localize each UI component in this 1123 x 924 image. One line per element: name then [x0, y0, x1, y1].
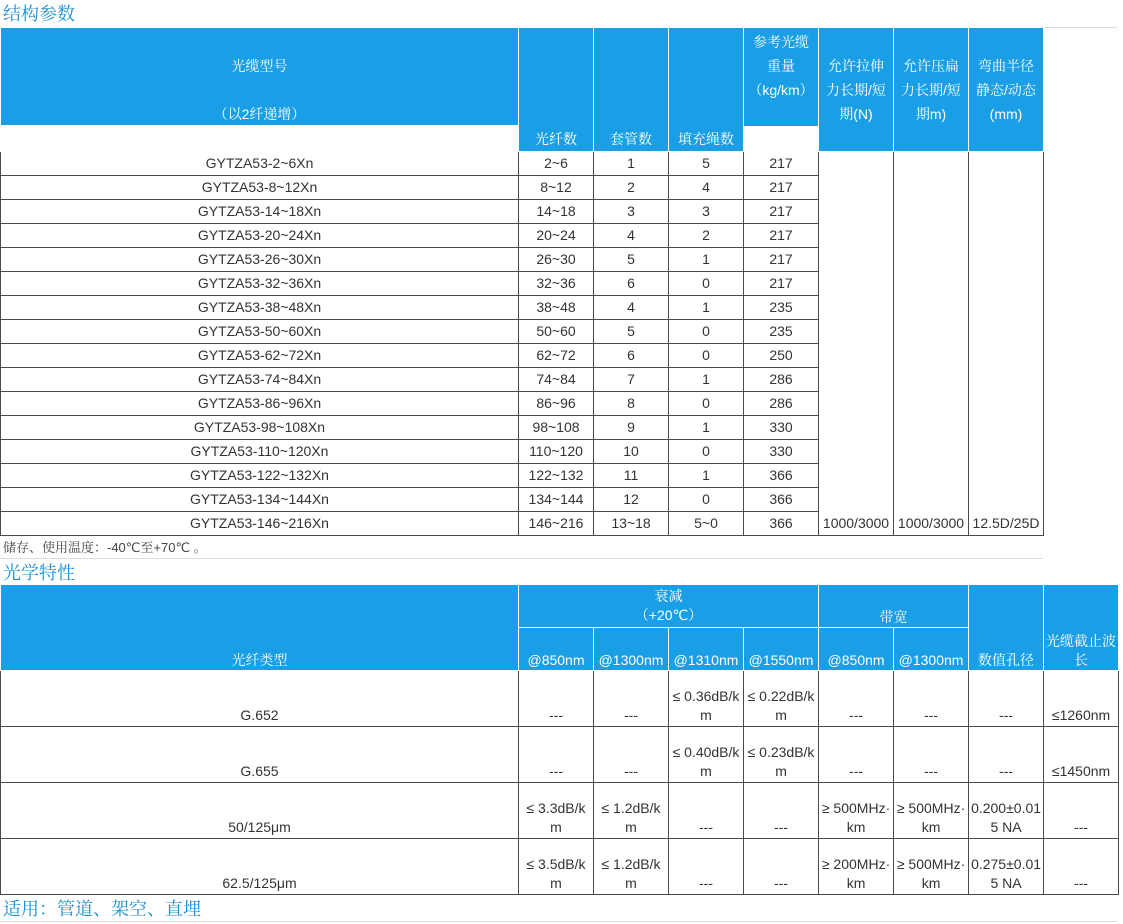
- bw-850-cell: ---: [819, 671, 894, 727]
- fiber-type-cell: G.652: [1, 671, 519, 727]
- tube-count-cell: 6: [594, 344, 669, 368]
- bw-850-cell: ≥ 200MHz·km: [819, 839, 894, 895]
- tube-count-cell: 1: [594, 152, 669, 176]
- cutoff-cell: ≤1260nm: [1044, 671, 1119, 727]
- model-cell: GYTZA53-38~48Xn: [1, 296, 519, 320]
- model-cell: GYTZA53-122~132Xn: [1, 464, 519, 488]
- structure-section-title: 结构参数: [3, 4, 75, 24]
- weight-cell: 217: [744, 248, 819, 272]
- model-header-sub: （以2纤递增）: [213, 106, 306, 122]
- att-1550-header: @1550nm: [744, 628, 819, 671]
- cutoff-header: 光缆截止波长: [1044, 585, 1119, 671]
- bw-1300-cell: ---: [894, 671, 969, 727]
- fiber-count-cell: 14~18: [519, 200, 594, 224]
- att-850-cell: ≤ 3.3dB/km: [519, 783, 594, 839]
- table-row: [1, 839, 1119, 895]
- weight-cell: 330: [744, 416, 819, 440]
- tube-count-cell: 4: [594, 296, 669, 320]
- weight-cell: 366: [744, 464, 819, 488]
- weight-cell: 217: [744, 152, 819, 176]
- filler-count-cell: 0: [669, 488, 744, 512]
- divider: [0, 558, 1043, 559]
- fiber-count-cell: 38~48: [519, 296, 594, 320]
- filler-count-cell: 1: [669, 368, 744, 392]
- att-850-cell: ≤ 3.5dB/km: [519, 839, 594, 895]
- tube-count-cell: 5: [594, 248, 669, 272]
- tube-count-cell: 8: [594, 392, 669, 416]
- att-1550-cell: ≤ 0.23dB/km: [744, 727, 819, 783]
- tensile-header: 允许拉伸力长期/短期(N): [819, 28, 894, 152]
- bw-1300-header: @1300nm: [894, 628, 969, 671]
- bw-1300-cell: ≥ 500MHz·km: [894, 839, 969, 895]
- tube-count-cell: 3: [594, 200, 669, 224]
- storage-note: 储存、使用温度：-40℃至+70℃ 。: [3, 540, 207, 555]
- filler-count-cell: 1: [669, 416, 744, 440]
- filler-count-cell: 0: [669, 440, 744, 464]
- att-1310-cell: ≤ 0.40dB/km: [669, 727, 744, 783]
- att-1550-cell: ≤ 0.22dB/km: [744, 671, 819, 727]
- weight-cell: 235: [744, 320, 819, 344]
- tube-count-cell: 2: [594, 176, 669, 200]
- crush-cell: 1000/3000: [894, 152, 969, 536]
- model-cell: GYTZA53-86~96Xn: [1, 392, 519, 416]
- fiber-count-cell: 146~216: [519, 512, 594, 536]
- att-1310-header: @1310nm: [669, 628, 744, 671]
- filler-count-cell: 2: [669, 224, 744, 248]
- fiber-type-cell: 62.5/125μm: [1, 839, 519, 895]
- weight-cell: 330: [744, 440, 819, 464]
- att-1300-cell: ---: [594, 727, 669, 783]
- attenuation-label: 衰减: [654, 588, 683, 604]
- att-850-cell: ---: [519, 727, 594, 783]
- bw-850-cell: ---: [819, 727, 894, 783]
- model-cell: GYTZA53-62~72Xn: [1, 344, 519, 368]
- fiber-type-cell: G.655: [1, 727, 519, 783]
- weight-cell: 286: [744, 392, 819, 416]
- attenuation-sub: （+20℃）: [634, 607, 703, 623]
- model-cell: GYTZA53-20~24Xn: [1, 224, 519, 248]
- fiber-type-cell: 50/125μm: [1, 783, 519, 839]
- filler-count-cell: 1: [669, 248, 744, 272]
- na-header: 数值孔径: [969, 585, 1044, 671]
- model-cell: GYTZA53-2~6Xn: [1, 152, 519, 176]
- filler-count-cell: 4: [669, 176, 744, 200]
- att-1300-header: @1300nm: [594, 628, 669, 671]
- model-cell: GYTZA53-8~12Xn: [1, 176, 519, 200]
- fiber-count-cell: 86~96: [519, 392, 594, 416]
- fiber-count-cell: 8~12: [519, 176, 594, 200]
- weight-header-label: 参考光缆重量（kg/km）: [748, 34, 814, 98]
- filler-count-cell: 0: [669, 272, 744, 296]
- optical-section-title: 光学特性: [3, 563, 75, 583]
- tensile-cell: 1000/3000: [819, 152, 894, 536]
- bend-cell: 12.5D/25D: [969, 152, 1044, 536]
- filler-count-header: 填充绳数: [669, 28, 744, 152]
- na-cell: ---: [969, 671, 1044, 727]
- optical-table: [0, 584, 1119, 895]
- fiber-count-cell: 50~60: [519, 320, 594, 344]
- filler-count-cell: 0: [669, 320, 744, 344]
- filler-count-cell: 1: [669, 464, 744, 488]
- tube-count-cell: 5: [594, 320, 669, 344]
- na-cell: 0.275±0.015 NA: [969, 839, 1044, 895]
- table-row: [1, 671, 1119, 727]
- filler-count-cell: 0: [669, 392, 744, 416]
- model-header: [1, 28, 519, 152]
- weight-cell: 217: [744, 224, 819, 248]
- tube-count-header: 套管数: [594, 28, 669, 152]
- fiber-count-cell: 134~144: [519, 488, 594, 512]
- model-cell: GYTZA53-134~144Xn: [1, 488, 519, 512]
- bw-1300-cell: ---: [894, 727, 969, 783]
- weight-cell: 217: [744, 200, 819, 224]
- bw-850-header: @850nm: [819, 628, 894, 671]
- cutoff-cell: ---: [1044, 839, 1119, 895]
- att-1310-cell: ≤ 0.36dB/km: [669, 671, 744, 727]
- cutoff-cell: ---: [1044, 783, 1119, 839]
- fiber-count-cell: 2~6: [519, 152, 594, 176]
- table-row: [1, 727, 1119, 783]
- model-cell: GYTZA53-32~36Xn: [1, 272, 519, 296]
- filler-count-cell: 5: [669, 152, 744, 176]
- tube-count-cell: 13~18: [594, 512, 669, 536]
- fiber-count-cell: 20~24: [519, 224, 594, 248]
- bend-header: 弯曲半径静态/动态(mm): [969, 28, 1044, 152]
- tube-count-cell: 10: [594, 440, 669, 464]
- model-cell: GYTZA53-146~216Xn: [1, 512, 519, 536]
- na-cell: ---: [969, 727, 1044, 783]
- tube-count-cell: 7: [594, 368, 669, 392]
- model-cell: GYTZA53-98~108Xn: [1, 416, 519, 440]
- model-cell: GYTZA53-110~120Xn: [1, 440, 519, 464]
- filler-count-cell: 1: [669, 296, 744, 320]
- fiber-count-cell: 62~72: [519, 344, 594, 368]
- table-row: [1, 783, 1119, 839]
- model-cell: GYTZA53-74~84Xn: [1, 368, 519, 392]
- bw-1300-cell: ≥ 500MHz·km: [894, 783, 969, 839]
- model-cell: GYTZA53-14~18Xn: [1, 200, 519, 224]
- fiber-count-header: 光纤数: [519, 28, 594, 152]
- structure-table: [0, 27, 1044, 536]
- table-row: [1, 152, 1044, 176]
- na-cell: 0.200±0.015 NA: [969, 783, 1044, 839]
- tube-count-cell: 6: [594, 272, 669, 296]
- weight-cell: 217: [744, 272, 819, 296]
- bw-850-cell: ≥ 500MHz·km: [819, 783, 894, 839]
- weight-header: [744, 28, 819, 152]
- filler-count-cell: 3: [669, 200, 744, 224]
- tube-count-cell: 4: [594, 224, 669, 248]
- attenuation-header: [519, 585, 819, 628]
- tube-count-cell: 12: [594, 488, 669, 512]
- att-1310-cell: ---: [669, 839, 744, 895]
- cutoff-cell: ≤1450nm: [1044, 727, 1119, 783]
- crush-header: 允许压扁力长期/短期m): [894, 28, 969, 152]
- att-1300-cell: ≤ 1.2dB/km: [594, 839, 669, 895]
- fiber-count-cell: 98~108: [519, 416, 594, 440]
- bandwidth-header: 带宽: [819, 585, 969, 628]
- fiber-count-cell: 110~120: [519, 440, 594, 464]
- fiber-type-header: 光纤类型: [1, 585, 519, 671]
- fiber-count-cell: 74~84: [519, 368, 594, 392]
- att-1300-cell: ≤ 1.2dB/km: [594, 783, 669, 839]
- weight-cell: 366: [744, 488, 819, 512]
- model-cell: GYTZA53-26~30Xn: [1, 248, 519, 272]
- weight-cell: 217: [744, 176, 819, 200]
- filler-count-cell: 0: [669, 344, 744, 368]
- weight-cell: 286: [744, 368, 819, 392]
- tube-count-cell: 11: [594, 464, 669, 488]
- att-850-header: @850nm: [519, 628, 594, 671]
- weight-cell: 235: [744, 296, 819, 320]
- weight-cell: 250: [744, 344, 819, 368]
- att-1310-cell: ---: [669, 783, 744, 839]
- fiber-count-cell: 32~36: [519, 272, 594, 296]
- att-850-cell: ---: [519, 671, 594, 727]
- application-note: 适用：管道、架空、直埋: [3, 899, 201, 919]
- att-1300-cell: ---: [594, 671, 669, 727]
- divider: [0, 921, 1117, 922]
- model-header-label: 光缆型号: [231, 58, 288, 74]
- model-cell: GYTZA53-50~60Xn: [1, 320, 519, 344]
- fiber-count-cell: 26~30: [519, 248, 594, 272]
- att-1550-cell: ---: [744, 783, 819, 839]
- weight-cell: 366: [744, 512, 819, 536]
- fiber-count-cell: 122~132: [519, 464, 594, 488]
- tube-count-cell: 9: [594, 416, 669, 440]
- att-1550-cell: ---: [744, 839, 819, 895]
- filler-count-cell: 5~0: [669, 512, 744, 536]
